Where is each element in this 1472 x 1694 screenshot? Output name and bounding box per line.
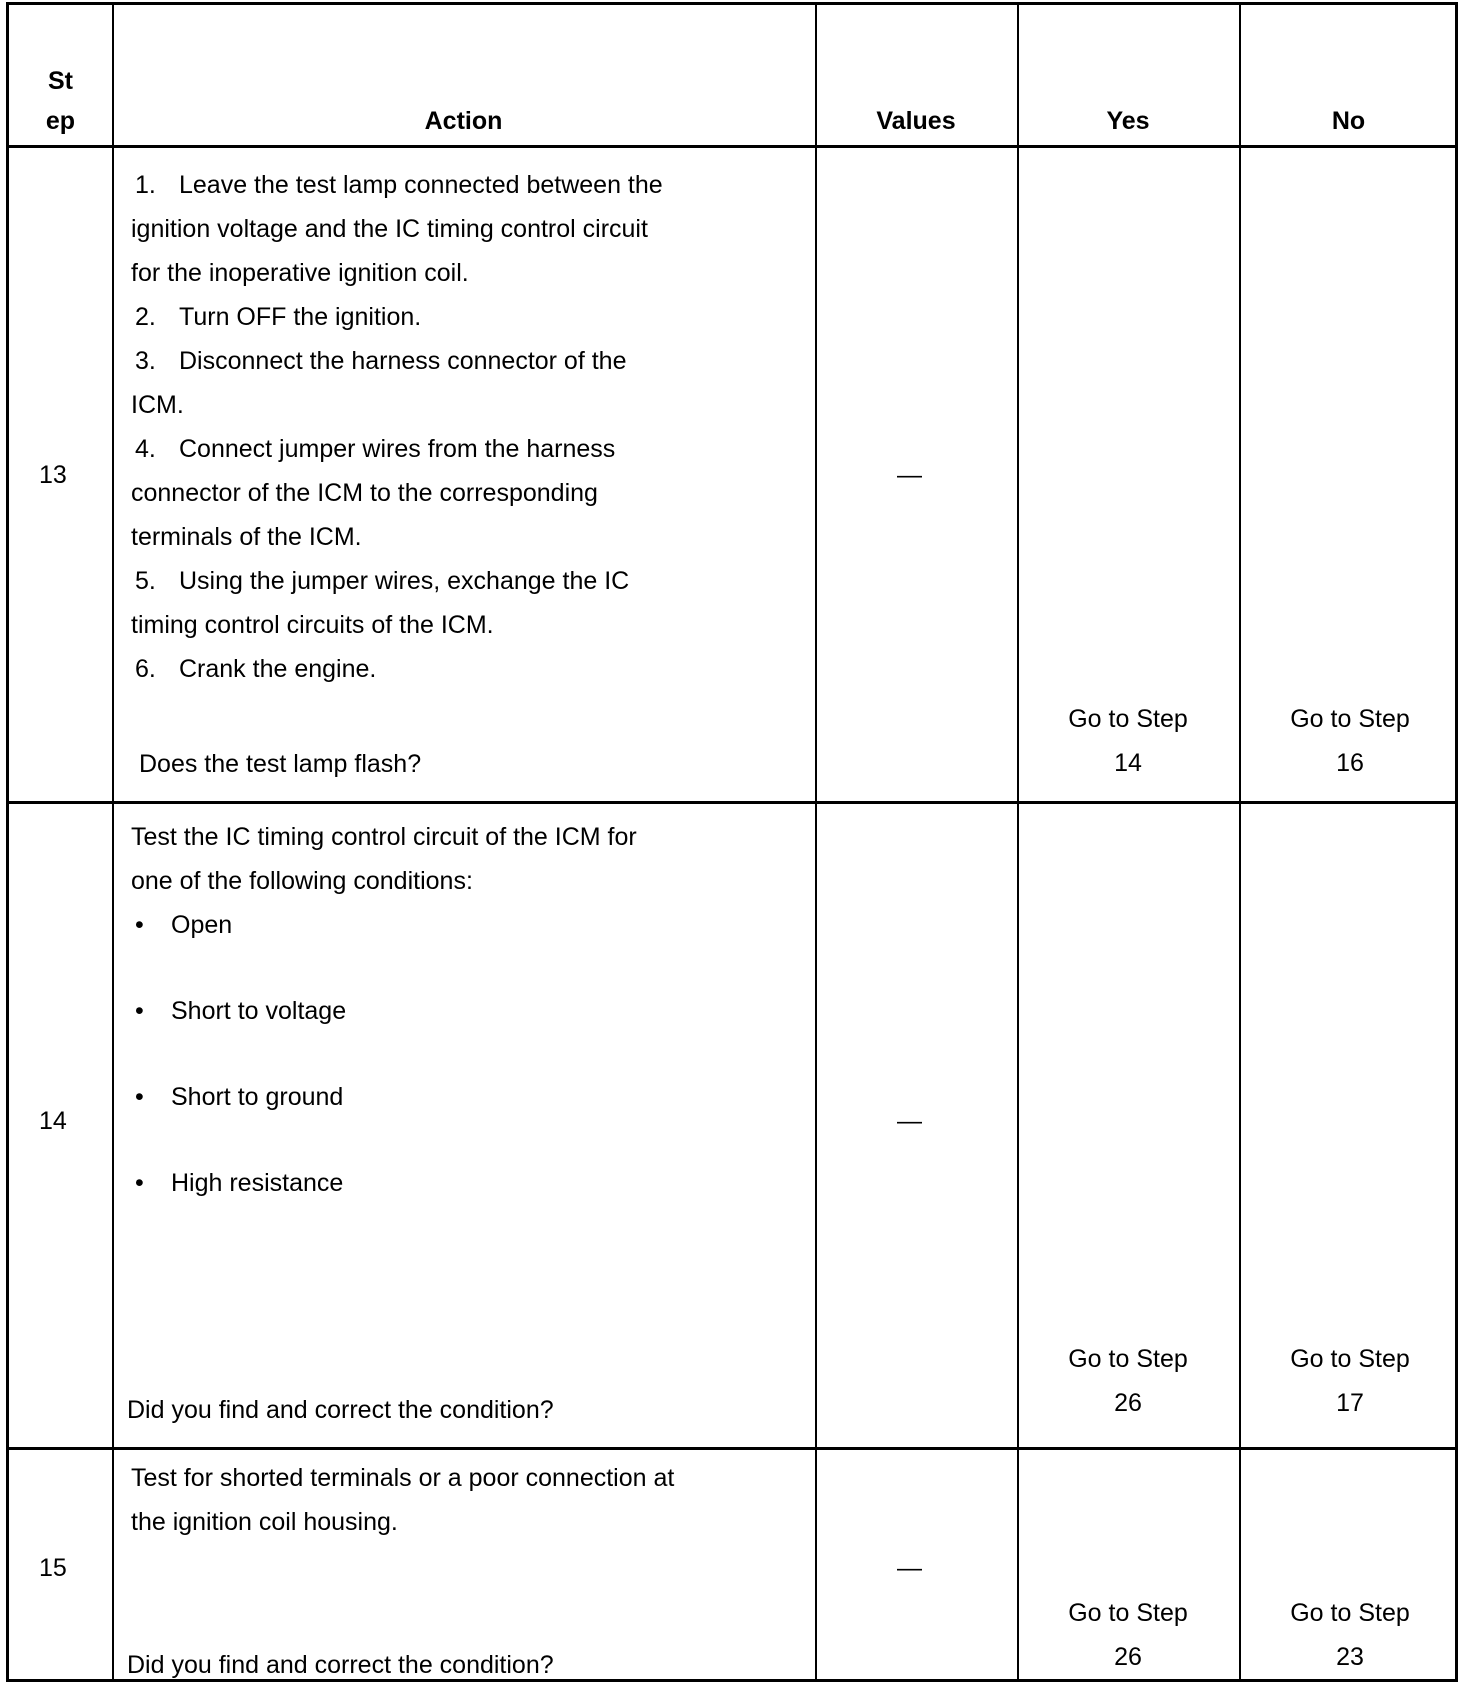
list-item-continuation: terminals of the ICM. — [131, 523, 362, 551]
values-cell: — — [897, 1107, 922, 1135]
row-divider — [9, 801, 1455, 804]
list-item: 5. Using the jumper wires, exchange the IC — [135, 567, 630, 595]
list-item-continuation: ICM. — [131, 391, 184, 419]
values-cell: — — [897, 461, 922, 489]
bullet-item: • Short to voltage — [135, 997, 347, 1025]
no-goto: Go to Step 16 — [1290, 705, 1410, 777]
list-item: 6. Crank the engine. — [135, 655, 377, 683]
action-intro: Test the IC timing control circuit of the ICM for one of the following conditions: • Open • Short to voltage • Short to ground • High resistance — [131, 815, 637, 1247]
no-goto: Go to Step 23 — [1290, 1599, 1410, 1671]
step-number: 13 — [39, 461, 67, 489]
header-action: Action — [424, 107, 503, 135]
yes-goto: Go to Step 26 — [1068, 1345, 1188, 1417]
list-item: 3. Disconnect the harness connector of the — [135, 347, 627, 375]
action-intro: Test for shorted terminals or a poor connection at the ignition coil housing. — [131, 1464, 675, 1536]
row-divider — [9, 145, 1455, 148]
yes-goto: Go to Step 14 — [1068, 705, 1188, 777]
values-cell: — — [897, 1554, 922, 1582]
action-question: Did you find and correct the condition? — [127, 1651, 554, 1679]
list-item-continuation: connector of the ICM to the corresponding — [131, 479, 598, 507]
list-item: 4. Connect jumper wires from the harness — [135, 435, 616, 463]
step-number: 14 — [39, 1107, 67, 1135]
header-no: No — [1331, 107, 1366, 135]
list-item: 1. Leave the test lamp connected between the — [135, 171, 663, 199]
column-divider — [1017, 5, 1019, 1679]
column-divider — [112, 5, 114, 1679]
list-item: 2. Turn OFF the ignition. — [135, 303, 422, 331]
list-item-continuation: timing control circuits of the ICM. — [131, 611, 494, 639]
action-question: Does the test lamp flash? — [139, 750, 422, 778]
no-goto: Go to Step 17 — [1290, 1345, 1410, 1417]
step-number: 15 — [39, 1554, 67, 1582]
bullet-item: • High resistance — [135, 1169, 344, 1197]
bullet-item: • Open — [135, 911, 233, 939]
bullet-item: • Short to ground — [135, 1083, 344, 1111]
header-step: St ep — [45, 67, 76, 135]
header-values: Values — [876, 107, 956, 135]
column-divider — [1239, 5, 1241, 1679]
row-divider — [9, 1447, 1455, 1450]
action-question: Did you find and correct the condition? — [127, 1396, 554, 1424]
yes-goto: Go to Step 26 — [1068, 1599, 1188, 1671]
list-item-continuation: ignition voltage and the IC timing control circuit — [131, 215, 648, 243]
diagnostic-table — [6, 2, 1458, 1682]
column-divider — [815, 5, 817, 1679]
header-yes: Yes — [1106, 107, 1150, 135]
list-item-continuation: for the inoperative ignition coil. — [131, 259, 469, 287]
action-steps-list — [131, 163, 663, 691]
